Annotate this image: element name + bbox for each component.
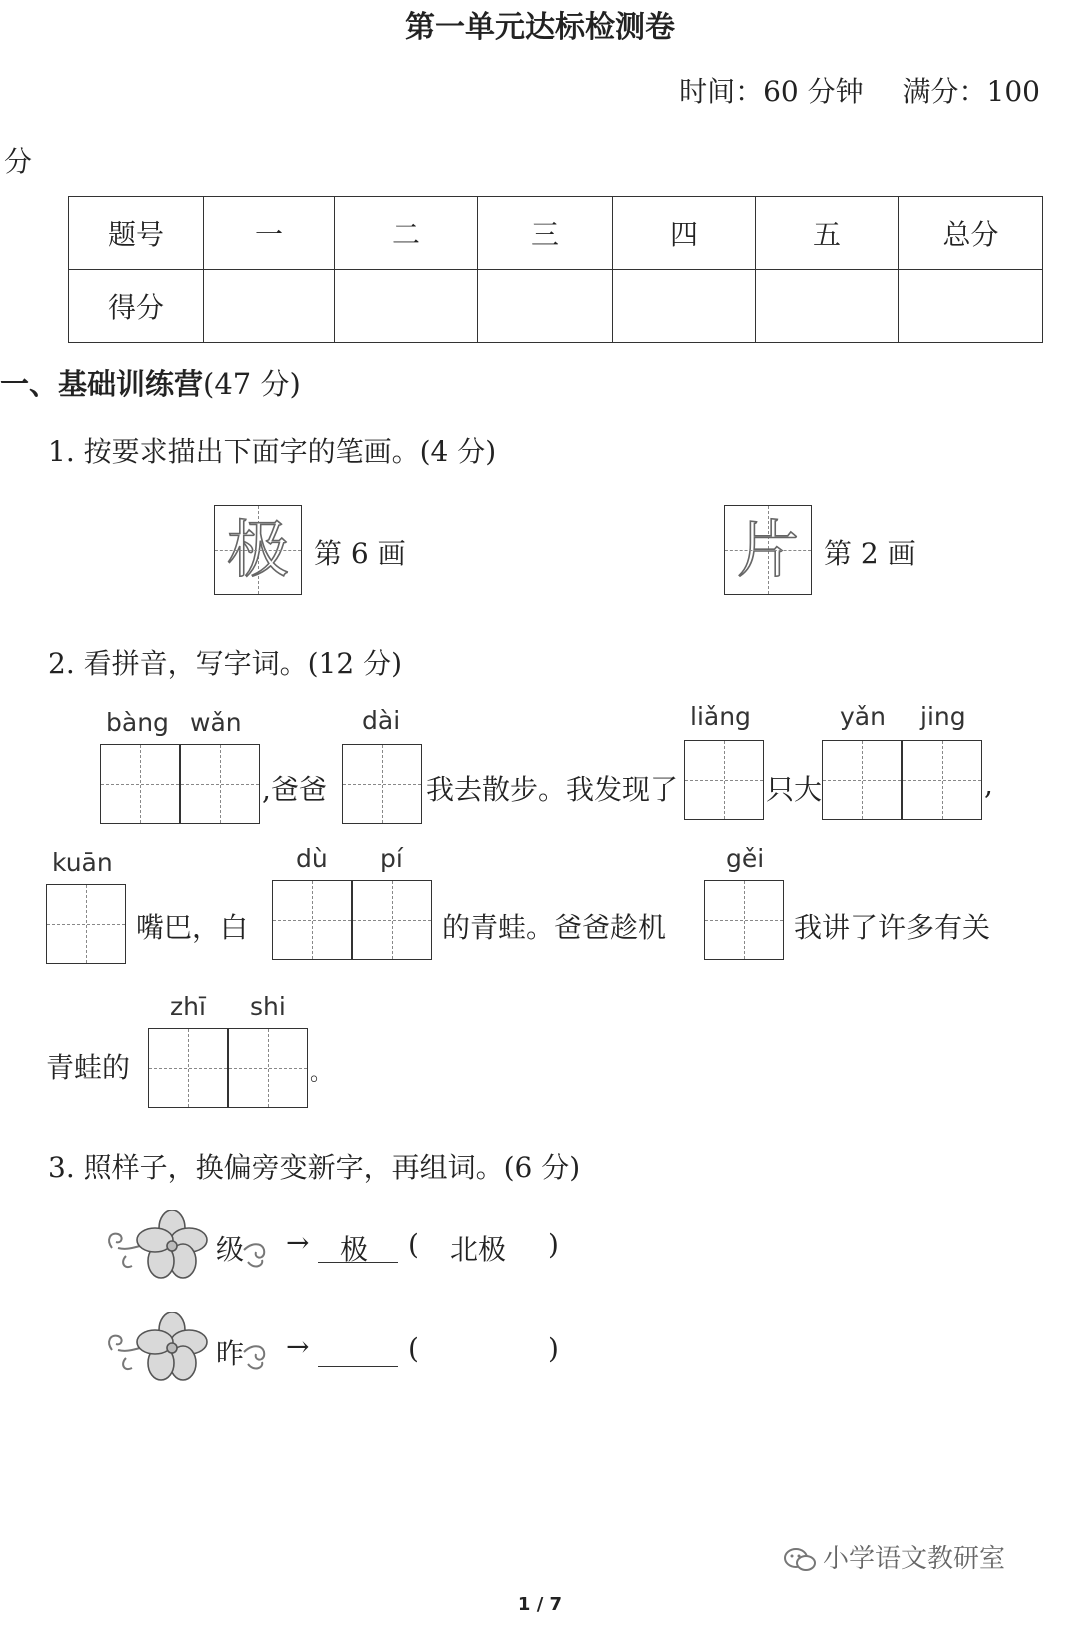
wechat-icon [783,1546,817,1574]
score-cell[interactable] [899,270,1043,343]
exam-time: 时间：60 分钟 [679,75,864,108]
pinyin-label: gěi [726,844,765,873]
score-header-cell: 一 [204,197,335,270]
score-table-header [69,197,1043,270]
question-1: 1. 按要求描出下面字的笔画。(4 分) [48,435,497,468]
pinyin-label: shi [250,992,286,1021]
sentence-text: 的青蛙。爸爸趁机 [442,911,667,944]
sentence-text: 我去散步。我发现了 [426,773,679,806]
answer-blank[interactable] [318,1232,398,1266]
pinyin-label: wǎn [190,708,242,737]
writing-box[interactable] [822,740,902,820]
answer-word[interactable]: 北极 [450,1233,507,1266]
exam-full-score: 满分：100 [902,75,1040,108]
writing-box[interactable] [272,880,352,960]
score-header-cell: 总分 [899,197,1043,270]
score-cell[interactable] [756,270,899,343]
score-cell[interactable] [613,270,756,343]
score-header-cell: 二 [335,197,478,270]
answer-blank[interactable] [318,1336,398,1367]
base-char: 昨 [216,1337,245,1370]
writing-box[interactable] [228,1028,308,1108]
page-title: 第一单元达标检测卷 [405,10,675,45]
score-header-cell: 题号 [69,197,204,270]
exam-meta [649,70,1040,110]
pinyin-label: yǎn [840,702,886,731]
writing-box[interactable] [180,744,260,824]
writing-box[interactable] [704,880,784,960]
score-table-row [69,270,1043,343]
score-cell[interactable] [335,270,478,343]
paren-close: ) [548,1332,559,1365]
pinyin-label: dài [362,706,401,735]
flower-decoration-icon [104,1312,276,1382]
exam-full-score-unit: 分 [4,145,33,178]
stroke-label: 第 2 画 [824,537,916,570]
pinyin-label: dù [296,844,328,873]
paren-close: ) [548,1228,559,1261]
writing-box[interactable] [684,740,764,820]
question-2: 2. 看拼音，写字词。(12 分) [48,647,402,680]
paren-open: ( [408,1228,419,1261]
trace-char: 片 [736,513,799,586]
writing-box[interactable] [46,884,126,964]
pinyin-label: jing [920,702,966,731]
score-header-cell: 四 [613,197,756,270]
trace-char: 极 [226,513,289,586]
score-cell[interactable] [478,270,613,343]
writing-box[interactable] [100,744,180,824]
question-3: 3. 照样子，换偏旁变新字，再组词。(6 分) [48,1151,581,1184]
watermark-text: 小学语文教研室 [822,1544,1005,1574]
score-header-cell: 三 [478,197,613,270]
writing-box[interactable] [148,1028,228,1108]
base-char: 级 [216,1233,245,1266]
arrow: → [286,1226,310,1259]
trace-box-pian[interactable] [724,505,812,595]
pinyin-label: kuān [52,848,113,877]
writing-box[interactable] [902,740,982,820]
page-indicator: 1 / 7 [517,1594,563,1615]
pinyin-label: bàng [106,708,169,737]
trace-box-ji[interactable] [214,505,302,595]
score-table [68,196,1043,343]
sentence-text: 青蛙的 [46,1051,131,1084]
score-row-label: 得分 [69,270,204,343]
section-heading [0,362,301,403]
sentence-text: ,爸爸 [262,773,327,806]
pinyin-label: zhī [170,992,206,1021]
sentence-text: 嘴巴，白 [136,911,249,944]
score-header-cell: 五 [756,197,899,270]
stroke-label: 第 6 画 [314,537,406,570]
writing-box[interactable] [352,880,432,960]
pinyin-label: liǎng [690,702,751,731]
section-title: 一、基础训练营 [0,367,204,401]
flower-decoration-icon [104,1210,276,1280]
arrow: → [286,1330,310,1363]
writing-box[interactable] [342,744,422,824]
paren-open: ( [408,1332,419,1365]
sentence-text: 只大 [766,773,823,806]
sentence-text: 。 [310,1061,333,1086]
watermark [783,1538,1005,1575]
answer-char: 极 [340,1233,369,1266]
pinyin-label: pí [380,844,403,873]
section-points: (47 分) [203,367,301,401]
sentence-text: 我讲了许多有关 [794,911,991,944]
sentence-text: , [984,768,993,801]
score-cell[interactable] [204,270,335,343]
